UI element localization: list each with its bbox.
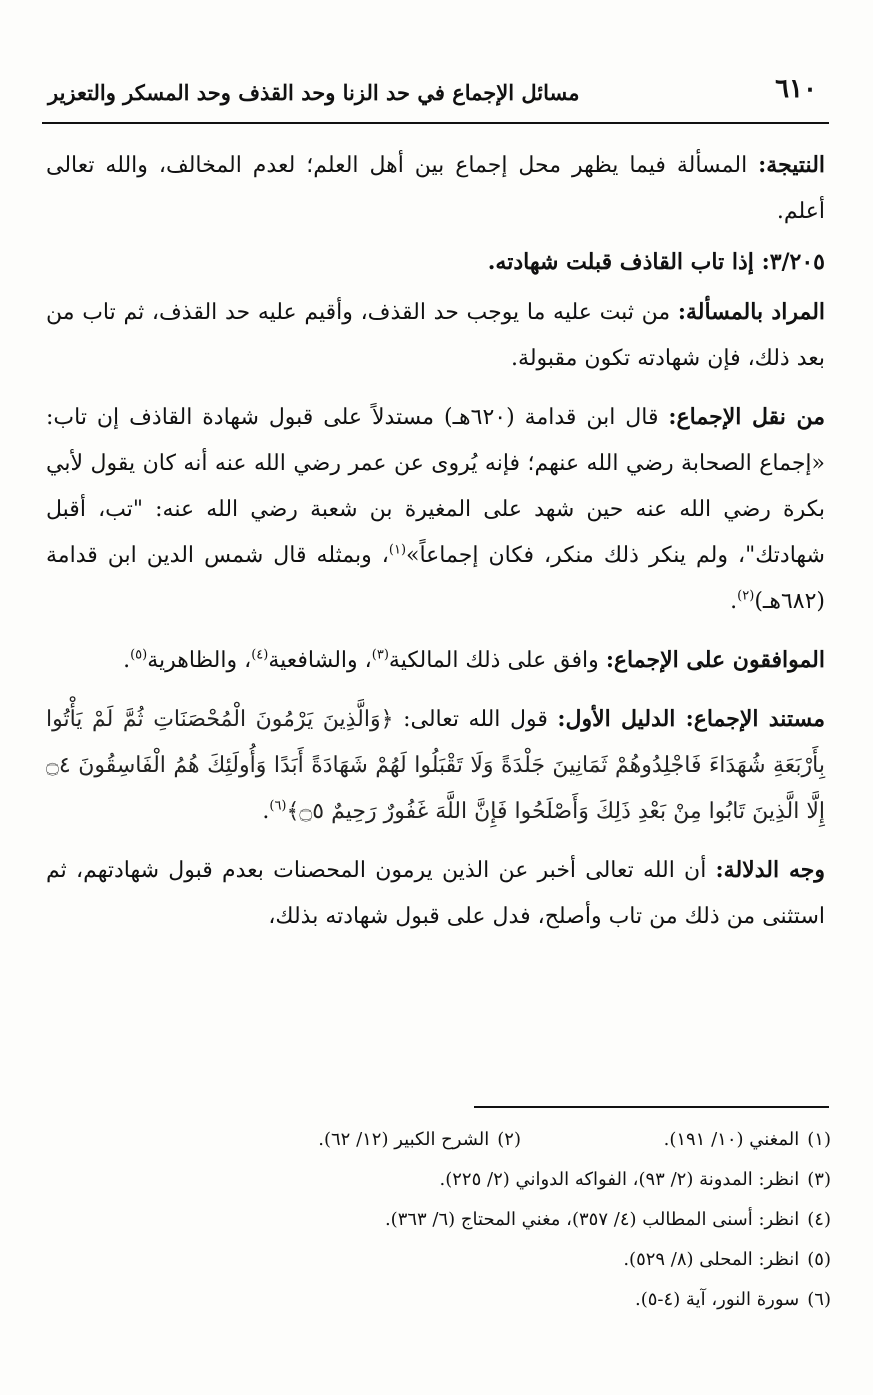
footnote-3 (48, 1160, 831, 1200)
footnote-5 (48, 1240, 831, 1280)
meaning-label: المراد بالمسألة: (677, 299, 826, 325)
footnote-number: (٤) (807, 1209, 831, 1230)
transmission-label: من نقل الإجماع: (668, 404, 826, 430)
page-header (42, 72, 829, 124)
footnote-ref: (٣) (371, 647, 389, 663)
result-text: المسألة فيما يظهر محل إجماع بين أهل العلم؛ لعدم المخالف، والله تعالى أعلم. (46, 153, 825, 224)
footnote-number: (١) (807, 1129, 831, 1150)
meaning-text: من ثبت عليه ما يوجب حد القذف، وأقيم عليه حد القذف، ثم تاب من بعد ذلك، فإن شهادته تكون مقبولة. (46, 300, 825, 371)
footnote-4 (48, 1200, 831, 1240)
agreement-text: . (123, 648, 131, 673)
agreement-paragraph (46, 637, 825, 684)
footnote-row (48, 1120, 831, 1160)
footnote-2 (211, 1120, 521, 1160)
basis-text: قول الله تعالى: (403, 707, 548, 732)
quran-verse: ﴿وَالَّذِينَ يَرْمُونَ الْمُحْصَنَاتِ ثُمَّ لَمْ يَأْتُوا بِأَرْبَعَةِ شُهَدَاءَ فَاجْلِدُوهُمْ ثَمَانِينَ جَلْدَةً وَلَا تَقْبَلُوا لَهُمْ شَهَادَةً أَبَدًا وَأُولَئِكَ هُمُ الْفَاسِقُونَ ۝٤ إِلَّا الَّذِينَ تَابُوا مِنْ بَعْدِ ذَلِكَ وَأَصْلَحُوا فَإِنَّ اللَّهَ غَفُورٌ رَحِيمٌ ۝٥﴾ (46, 707, 825, 824)
footnote-text: انظر: المحلى (٨/ ٥٢٩). (623, 1249, 800, 1270)
footnote-text: الشرح الكبير (١٢/ ٦٢). (318, 1129, 490, 1150)
footnote-number: (٢) (497, 1129, 521, 1150)
agreement-text: وافق على ذلك المالكية (388, 648, 599, 673)
footnote-number: (٣) (807, 1169, 831, 1190)
basis-text: . (262, 799, 270, 824)
meaning-paragraph (46, 289, 825, 382)
footnote-ref: (٤) (251, 647, 269, 663)
footnote-text: المغني (١٠/ ١٩١). (663, 1129, 800, 1150)
transmission-text: . (730, 589, 738, 614)
footnote-separator (474, 1106, 829, 1108)
transmission-text: قال ابن قدامة (٦٢٠هـ) مستدلاً على قبول شهادة القاذف إن تاب: «إجماع الصحابة رضي الله عنهم؛ فإنه يُروى عن عمر رضي الله عنه أنه كان يقول لأبي بكرة رضي الله عنه حين شهد على المغيرة بن شعبة رضي الله عنه: "تب، أقبل شهادتك"، ولم ينكر ذلك منكر، فكان إجماعاً» (46, 405, 825, 568)
footnote-ref: (٢) (737, 588, 755, 604)
evidence-label: وجه الدلالة: (715, 857, 825, 883)
page-number: ٦١٠ (775, 74, 817, 104)
agreement-label: الموافقون على الإجماع: (605, 647, 825, 673)
footnote-number: (٦) (807, 1289, 831, 1310)
agreement-text: ، والشافعية (268, 648, 372, 673)
transmission-text: ، وبمثله قال شمس الدين ابن قدامة (٦٨٢هـ) (46, 543, 825, 614)
section-heading: ٣/٢٠٥: إذا تاب القاذف قبلت شهادته. (487, 249, 825, 275)
footnote-ref: (١) (388, 542, 407, 558)
footnote-ref: (٥) (130, 647, 148, 663)
footnote-1 (521, 1120, 831, 1160)
basis-paragraph (46, 696, 825, 835)
result-paragraph (46, 142, 825, 235)
footnote-text: انظر: أسنى المطالب (٤/ ٣٥٧)، مغني المحتاج (٦/ ٣٦٣). (384, 1209, 800, 1230)
result-label: النتيجة: (758, 152, 826, 178)
basis-label: مستند الإجماع: الدليل الأول: (557, 706, 825, 732)
running-title: مسائل الإجماع في حد الزنا وحد القذف وحد المسكر والتعزير (48, 80, 580, 105)
transmission-paragraph (46, 394, 825, 625)
evidence-text: أن الله تعالى أخبر عن الذين يرمون المحصنات بعدم قبول شهادتهم، ثم استثنى من ذلك من تاب وأصلح، فدل على قبول شهادته بذلك، (46, 858, 825, 929)
footnote-text: سورة النور، آية (٤-٥). (635, 1289, 800, 1310)
agreement-text: ، والظاهرية (147, 648, 252, 673)
footnote-text: انظر: المدونة (٢/ ٩٣)، الفواكه الدواني (٢/ ٢٢٥). (439, 1169, 800, 1190)
footnote-6 (48, 1280, 831, 1320)
footnote-ref: (٦) (269, 798, 287, 814)
footnote-number: (٥) (807, 1249, 831, 1270)
evidence-paragraph (46, 847, 825, 940)
main-text (46, 142, 825, 952)
section-heading-paragraph (46, 239, 825, 285)
footnotes (48, 1120, 831, 1320)
